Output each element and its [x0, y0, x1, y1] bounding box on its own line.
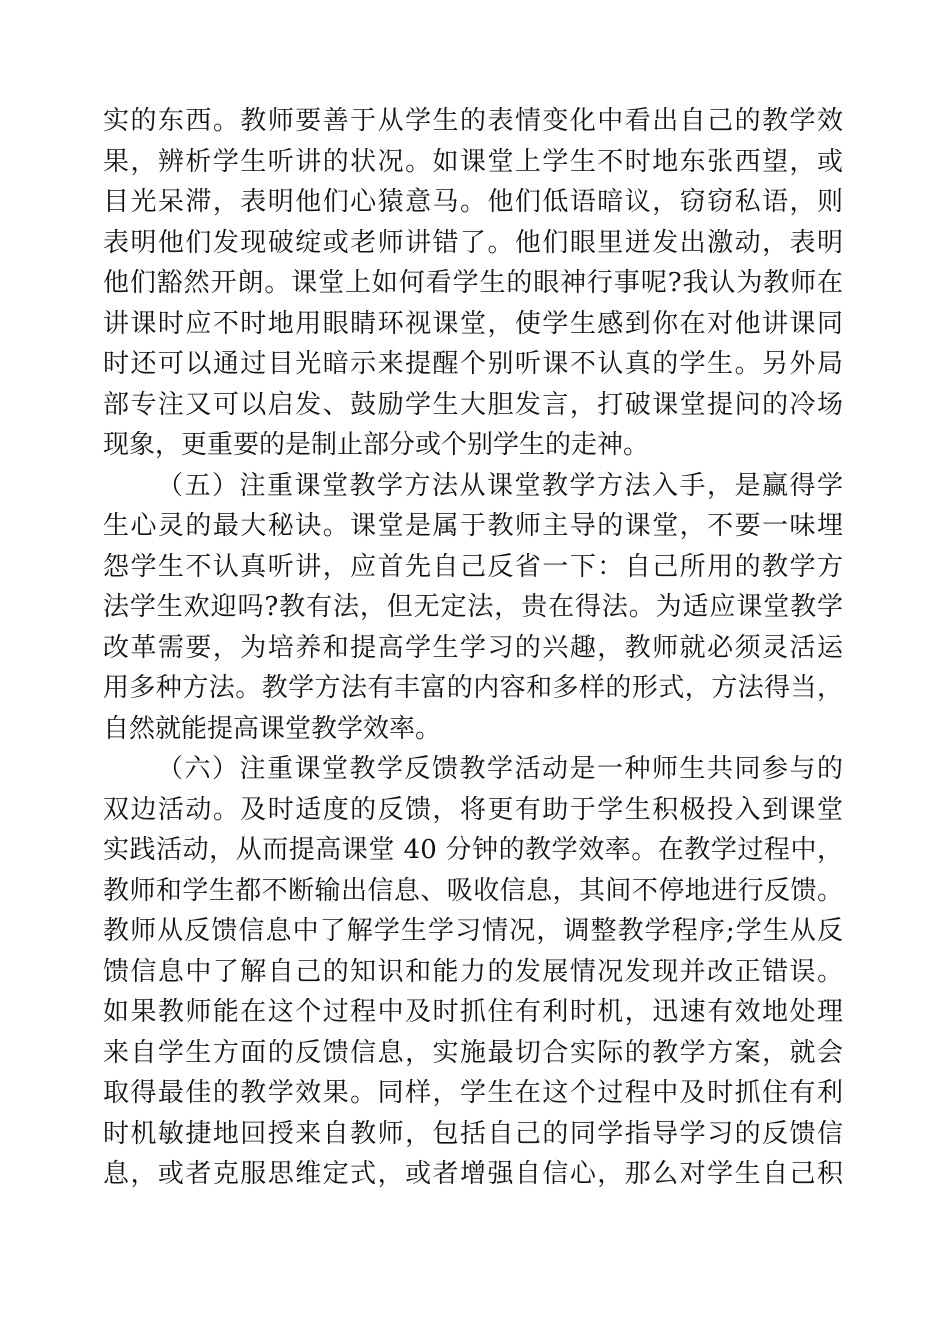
text-line: 部专注又可以启发、鼓励学生大胆发言，打破课堂提问的冷场	[103, 389, 843, 420]
text-line: 讲课时应不时地用眼睛环视课堂，使学生感到你在对他讲课同	[103, 308, 843, 339]
text-line: 生心灵的最大秘诀。课堂是属于教师主导的课堂，不要一味埋	[103, 511, 843, 541]
text-line: 用多种方法。教学方法有丰富的内容和多样的形式，方法得当，	[103, 673, 843, 703]
section-heading-line: （六）注重课堂教学反馈教学活动是一种师生共同参与的	[157, 754, 843, 784]
text-line: 实践活动，从而提高课堂 40 分钟的教学效率。在教学过程中，	[103, 835, 843, 865]
text-line: 馈信息中了解自己的知识和能力的发展情况发现并改正错误。	[103, 956, 843, 987]
text-line: 息，或者克服思维定式，或者增强自信心，那么对学生自己积	[103, 1159, 843, 1189]
text-line: 目光呆滞，表明他们心猿意马。他们低语暗议，窃窃私语，则	[103, 187, 843, 217]
text-line: 改革需要，为培养和提高学生学习的兴趣，教师就必须灵活运	[103, 632, 843, 663]
section-heading-line: （五）注重课堂教学方法从课堂教学方法入手，是赢得学	[157, 470, 843, 501]
text-line: 取得最佳的教学效果。同样，学生在这个过程中及时抓住有利	[103, 1078, 843, 1108]
text-line: 来自学生方面的反馈信息，实施最切合实际的教学方案，就会	[103, 1037, 843, 1068]
paragraph-continued	[103, 101, 843, 466]
text-line: 果，辨析学生听讲的状况。如课堂上学生不时地东张西望，或	[103, 146, 843, 177]
text-line: 法学生欢迎吗?教有法，但无定法，贵在得法。为适应课堂教学	[103, 592, 843, 622]
text-line: 自然就能提高课堂教学效率。	[103, 713, 442, 744]
paragraph-section-five	[103, 466, 843, 750]
text-line: 教师从反馈信息中了解学生学习情况，调整教学程序;学生从反	[103, 916, 843, 946]
text-line: 实的东西。教师要善于从学生的表情变化中看出自己的教学效	[103, 106, 843, 136]
text-line: 怨学生不认真听讲，应首先自己反省一下：自己所用的教学方	[103, 551, 843, 582]
paragraph-section-six	[103, 749, 843, 1195]
text-line: 双边活动。及时适度的反馈，将更有助于学生积极投入到课堂	[103, 794, 843, 825]
text-line: 他们豁然开朗。课堂上如何看学生的眼神行事呢?我认为教师在	[103, 268, 843, 298]
text-line: 教师和学生都不断输出信息、吸收信息，其间不停地进行反馈。	[103, 875, 843, 906]
document-body	[103, 101, 843, 1195]
text-line: 现象，更重要的是制止部分或个别学生的走神。	[103, 430, 650, 460]
text-line: 时机敏捷地回授来自教师，包括自己的同学指导学习的反馈信	[103, 1118, 843, 1149]
text-line: 时还可以通过目光暗示来提醒个别听课不认真的学生。另外局	[103, 349, 843, 379]
text-line: 如果教师能在这个过程中及时抓住有利时机，迅速有效地处理	[103, 997, 843, 1027]
text-line: 表明他们发现破绽或老师讲错了。他们眼里迸发出激动，表明	[103, 227, 843, 258]
